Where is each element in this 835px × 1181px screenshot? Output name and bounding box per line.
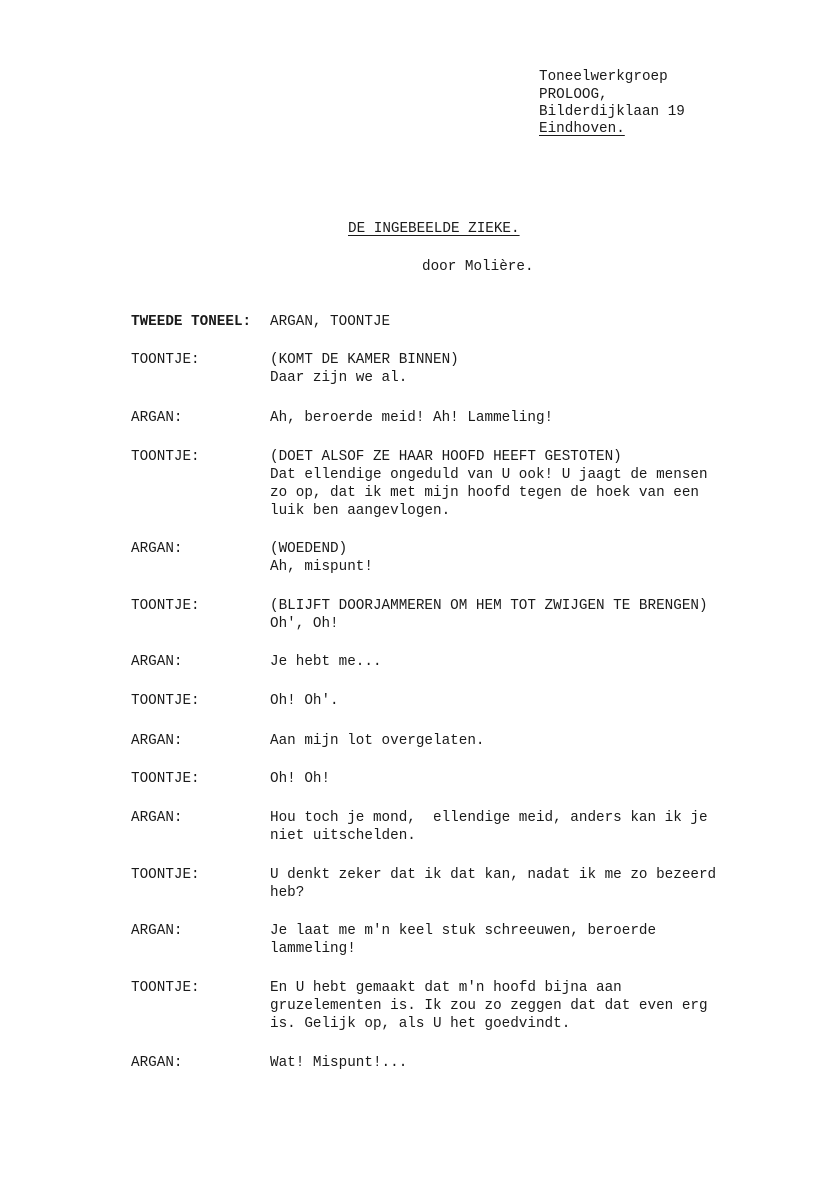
speaker-label: TOONTJE: <box>131 352 200 368</box>
speech <box>270 653 382 671</box>
speaker-label: ARGAN: <box>131 541 183 557</box>
speech <box>270 448 708 520</box>
speech <box>270 351 459 387</box>
speech <box>270 540 373 576</box>
speaker-label: ARGAN: <box>131 654 183 670</box>
speech-line: Je laat me m'n keel stuk schreeuwen, beroerde <box>270 923 657 939</box>
speech-line: (BLIJFT DOORJAMMEREN OM HEM TOT ZWIJGEN TE BRENGEN) <box>270 598 708 614</box>
speaker-label: TOONTJE: <box>131 980 200 996</box>
scene-characters: ARGAN, TOONTJE <box>270 314 391 330</box>
speaker-label: ARGAN: <box>131 810 183 826</box>
speech-line: gruzelementen is. Ik zou zo zeggen dat dat even erg <box>270 998 708 1014</box>
address-line-2: PROLOOG, <box>539 87 608 103</box>
speech-line: (KOMT DE KAMER BINNEN) <box>270 352 459 368</box>
speech <box>270 770 330 788</box>
speech-line: Hou toch je mond, ellendige meid, anders kan ik je <box>270 810 708 826</box>
speech-line: Ah, beroerde meid! Ah! Lammeling! <box>270 410 554 426</box>
speech <box>270 979 708 1033</box>
speech <box>270 1054 407 1072</box>
speech <box>270 732 485 750</box>
speech-line: is. Gelijk op, als U het goedvindt. <box>270 1016 571 1032</box>
play-author: door Molière. <box>422 259 534 275</box>
speech-line: heb? <box>270 885 305 901</box>
speech-line: U denkt zeker dat ik dat kan, nadat ik me zo bezeerd <box>270 867 717 883</box>
speech-line: (WOEDEND) <box>270 541 348 557</box>
speech-line: Wat! Mispunt!... <box>270 1055 408 1071</box>
speech <box>270 692 339 710</box>
speech-line: zo op, dat ik met mijn hoofd tegen de hoek van een <box>270 485 699 501</box>
address-line-4: Eindhoven. <box>539 121 625 137</box>
speaker-label: ARGAN: <box>131 923 183 939</box>
speech <box>270 866 716 902</box>
speaker-label: TOONTJE: <box>131 771 200 787</box>
address-line-3: Bilderdijklaan 19 <box>539 104 685 120</box>
speech <box>270 409 553 427</box>
speech-line: Aan mijn lot overgelaten. <box>270 733 485 749</box>
speaker-label: TOONTJE: <box>131 867 200 883</box>
speech-line: luik ben aangevlogen. <box>270 503 451 519</box>
speech-line: Daar zijn we al. <box>270 370 408 386</box>
speech <box>270 597 708 633</box>
speech-line: Ah, mispunt! <box>270 559 373 575</box>
speech-line: Dat ellendige ongeduld van U ook! U jaagt de mensen <box>270 467 708 483</box>
speech-line: Oh! Oh! <box>270 771 331 787</box>
speech-line: Oh', Oh! <box>270 616 339 632</box>
speech-line: (DOET ALSOF ZE HAAR HOOFD HEEFT GESTOTEN) <box>270 449 622 465</box>
speaker-label: TOONTJE: <box>131 598 200 614</box>
speech-line: En U hebt gemaakt dat m'n hoofd bijna aan <box>270 980 622 996</box>
speech-line: lammeling! <box>270 941 356 957</box>
speaker-label: TOONTJE: <box>131 693 200 709</box>
address-line-1: Toneelwerkgroep <box>539 69 668 85</box>
speech-line: niet uitschelden. <box>270 828 416 844</box>
speaker-label: ARGAN: <box>131 733 183 749</box>
speech-line: Je hebt me... <box>270 654 382 670</box>
speech <box>270 922 656 958</box>
scene-label: TWEEDE TONEEL: <box>131 314 252 330</box>
speaker-label: ARGAN: <box>131 410 183 426</box>
speaker-label: TOONTJE: <box>131 449 200 465</box>
speech-line: Oh! Oh'. <box>270 693 339 709</box>
play-title: DE INGEBEELDE ZIEKE. <box>348 221 520 237</box>
speech <box>270 809 708 845</box>
speaker-label: ARGAN: <box>131 1055 183 1071</box>
